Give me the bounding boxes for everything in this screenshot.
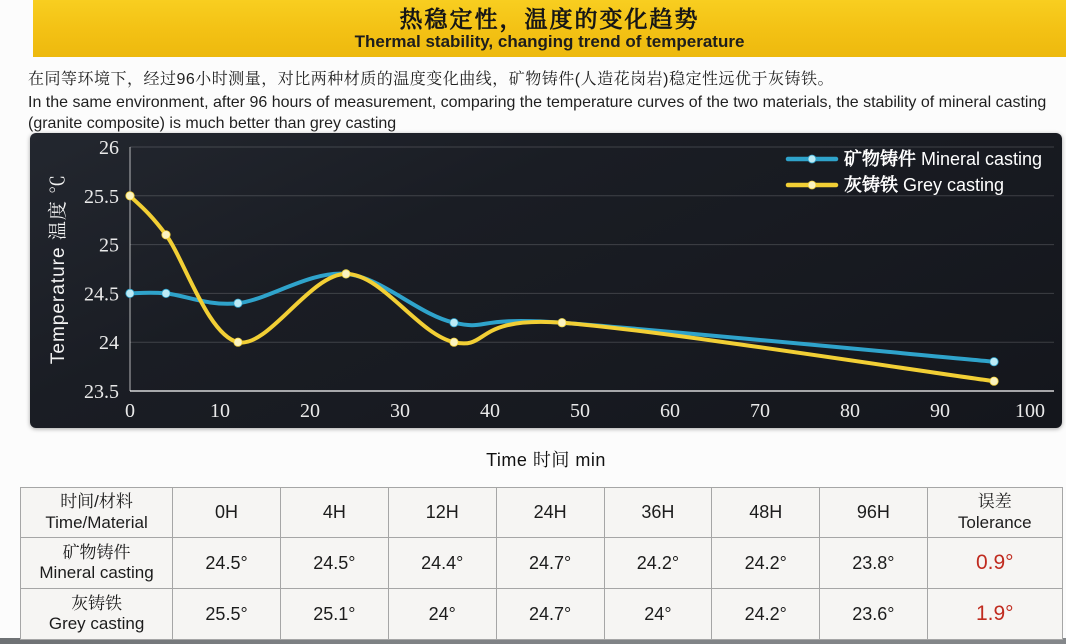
cell-grey-casting-4h: 25.1°	[280, 589, 388, 640]
row-label-grey-casting	[21, 589, 173, 640]
cell-mineral-casting-48h: 24.2°	[712, 538, 820, 589]
page-title-en: Thermal stability, changing trend of temperature	[354, 31, 745, 51]
cell-mineral-casting-12h: 24.4°	[388, 538, 496, 589]
table-row-grey-casting	[21, 589, 1063, 640]
description-block	[28, 66, 1050, 134]
row-label-grey-casting-zh: 灰铸铁	[71, 593, 123, 613]
temperature-chart-panel	[30, 133, 1062, 428]
cell-mineral-casting-4h: 24.5°	[280, 538, 388, 589]
x-tick-label-40: 40	[480, 400, 500, 422]
cell-mineral-casting-96h: 23.8°	[820, 538, 927, 589]
temperature-line-chart	[30, 133, 1062, 428]
data-point-grey-casting-4min	[162, 231, 170, 239]
column-header-0h: 0H	[173, 488, 281, 538]
cell-grey-casting-tolerance: 1.9°	[927, 589, 1063, 640]
legend-label-mineral-casting: 矿物铸件 Mineral casting	[844, 149, 1043, 169]
data-point-grey-casting-24min	[342, 270, 350, 278]
description-zh: 在同等环境下，经过96小时测量，对比两种材质的温度变化曲线，矿物铸件(人造花岗岩)稳定性远优于灰铸铁。	[28, 71, 834, 88]
series-line-mineral-casting	[130, 274, 994, 362]
legend-label-grey-casting: 灰铸铁 Grey casting	[844, 175, 1005, 195]
corner-header-time-material-en: Time/Material	[45, 512, 148, 532]
cell-mineral-casting-24h: 24.7°	[496, 538, 604, 589]
x-tick-label-20: 20	[300, 400, 320, 422]
measurement-table	[20, 487, 1063, 640]
column-header-12h: 12H	[388, 488, 496, 538]
cell-grey-casting-48h: 24.2°	[712, 589, 820, 640]
y-tick-label-24: 24	[99, 332, 119, 355]
x-tick-label-50: 50	[570, 400, 590, 422]
corner-header-time-material-zh: 时间/材料	[60, 492, 133, 512]
x-tick-label-10: 10	[210, 400, 230, 422]
y-tick-label-24.5: 24.5	[84, 283, 119, 306]
corner-header-time-material	[21, 488, 173, 538]
page-title-zh: 热稳定性，温度的变化趋势	[399, 5, 700, 32]
series-line-grey-casting	[130, 196, 994, 381]
row-label-mineral-casting-en: Mineral casting	[39, 563, 154, 582]
cell-grey-casting-96h: 23.6°	[820, 589, 927, 640]
column-header-4h: 4H	[280, 488, 388, 538]
x-tick-label-0: 0	[125, 400, 135, 422]
row-label-grey-casting-en: Grey casting	[48, 614, 145, 633]
data-point-grey-casting-48min	[558, 319, 566, 327]
table-row-mineral-casting	[21, 538, 1063, 589]
row-label-mineral-casting-zh: 矿物铸件	[62, 542, 131, 562]
x-tick-label-90: 90	[930, 400, 950, 422]
data-point-mineral-casting-4min	[162, 289, 170, 297]
y-tick-label-25: 25	[99, 234, 119, 257]
data-point-grey-casting-36min	[450, 338, 458, 346]
legend-marker-mineral-casting	[808, 155, 816, 163]
x-tick-label-80: 80	[840, 400, 860, 422]
column-header-tolerance-zh: 误差	[977, 492, 1012, 512]
column-header-96h: 96H	[820, 488, 927, 538]
column-header-36h: 36H	[604, 488, 712, 538]
cell-grey-casting-36h: 24°	[604, 589, 712, 640]
data-point-mineral-casting-96min	[990, 358, 998, 366]
row-label-mineral-casting	[21, 538, 173, 589]
cell-mineral-casting-tolerance: 0.9°	[927, 538, 1063, 589]
y-tick-label-25.5: 25.5	[84, 185, 119, 208]
x-tick-label-30: 30	[390, 400, 410, 422]
column-header-48h: 48H	[712, 488, 820, 538]
x-tick-label-70: 70	[750, 400, 770, 422]
x-axis-title: Time 时间 min	[486, 450, 606, 470]
data-point-mineral-casting-12min	[234, 299, 242, 307]
description-en: In the same environment, after 96 hours of measurement, comparing the temperature curves of the two materials, the stability of mineral casting (granite composite) is much better than grey casting	[28, 94, 1047, 132]
cell-mineral-casting-0h: 24.5°	[173, 538, 281, 589]
data-point-grey-casting-96min	[990, 377, 998, 385]
x-tick-label-60: 60	[660, 400, 680, 422]
y-tick-label-23.5: 23.5	[84, 381, 119, 403]
cell-mineral-casting-36h: 24.2°	[604, 538, 712, 589]
column-header-tolerance-en: Tolerance	[957, 512, 1032, 532]
cell-grey-casting-12h: 24°	[388, 589, 496, 640]
y-axis-title: Temperature 温度 ℃	[48, 173, 69, 365]
x-tick-label-100: 100	[1015, 400, 1045, 422]
cell-grey-casting-0h: 25.5°	[173, 589, 281, 640]
header-banner	[33, 0, 1066, 57]
y-tick-label-26: 26	[99, 137, 119, 159]
cell-grey-casting-24h: 24.7°	[496, 589, 604, 640]
column-header-24h: 24H	[496, 488, 604, 538]
legend-marker-grey-casting	[808, 181, 816, 189]
data-point-grey-casting-0min	[126, 192, 134, 200]
data-point-mineral-casting-0min	[126, 289, 134, 297]
data-point-mineral-casting-36min	[450, 319, 458, 327]
data-point-grey-casting-12min	[234, 338, 242, 346]
table-header-row	[21, 488, 1063, 538]
column-header-tolerance	[927, 488, 1063, 538]
